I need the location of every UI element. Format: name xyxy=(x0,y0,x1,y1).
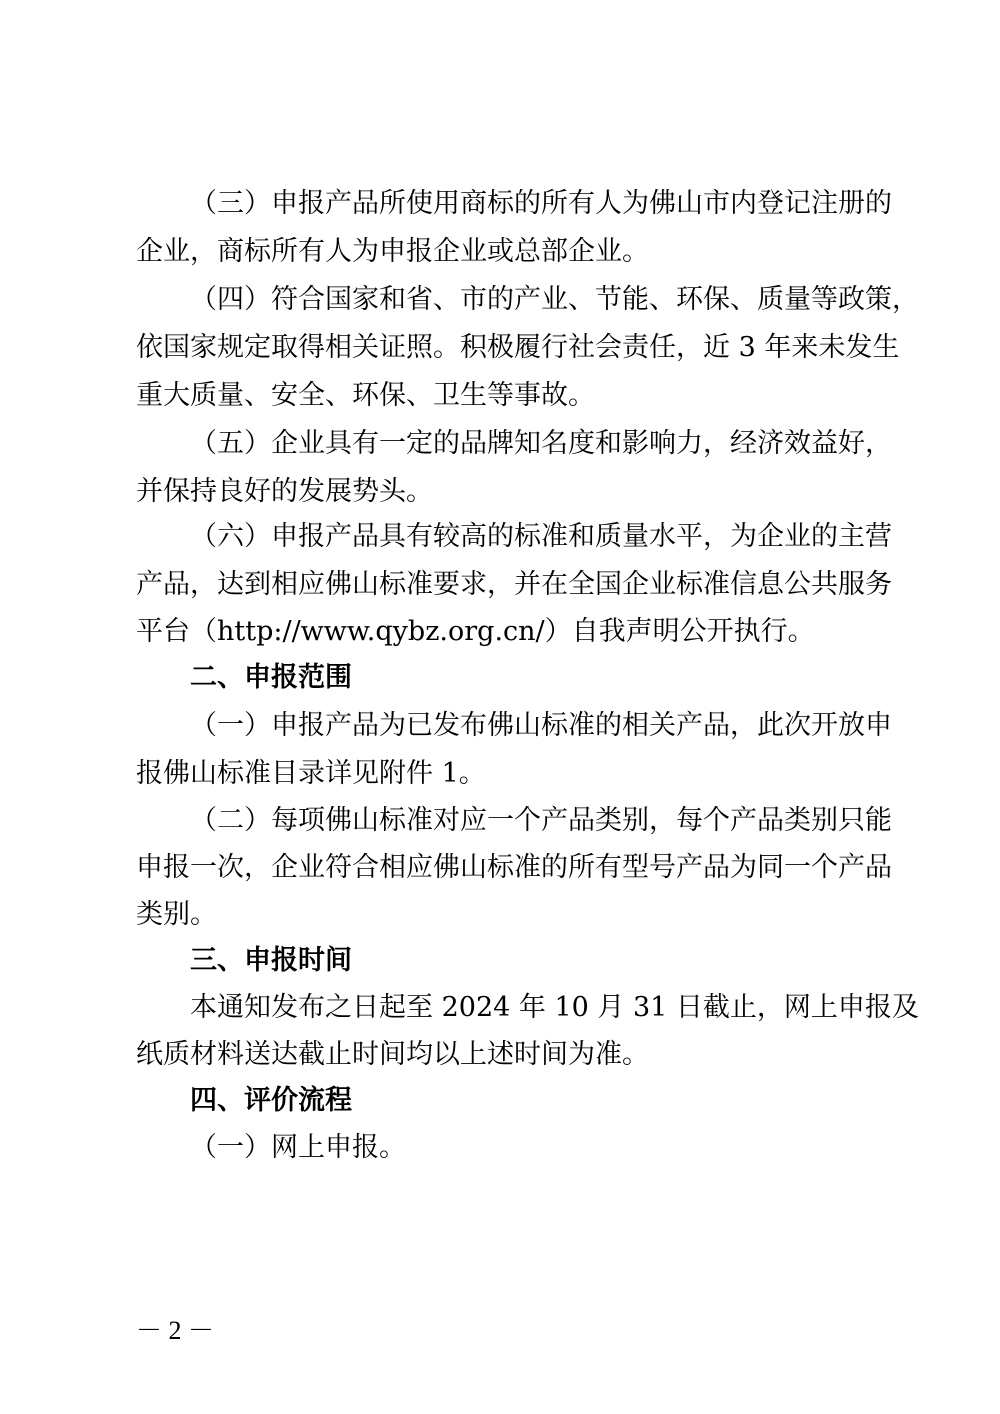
section-heading: 四、评价流程 xyxy=(190,1085,352,1116)
page-number: － 2 － xyxy=(136,1316,215,1345)
paragraph-line: 依国家规定取得相关证照。积极履行社会责任，近 3 年来未发生 xyxy=(136,332,900,363)
paragraph-line: 报佛山标准目录详见附件 1。 xyxy=(136,758,486,789)
paragraph-line: 申报一次，企业符合相应佛山标准的所有型号产品为同一个产品 xyxy=(136,852,892,883)
paragraph-line: （二）每项佛山标准对应一个产品类别，每个产品类别只能 xyxy=(190,805,892,836)
paragraph-line: （四）符合国家和省、市的产业、节能、环保、质量等政策， xyxy=(190,284,919,315)
paragraph-line: 类别。 xyxy=(136,899,217,930)
paragraph-line: （三）申报产品所使用商标的所有人为佛山市内登记注册的 xyxy=(190,188,892,219)
paragraph-line: 平台（http://www.qybz.org.cn/）自我声明公开执行。 xyxy=(136,616,815,647)
paragraph-line: 纸质材料送达截止时间均以上述时间为准。 xyxy=(136,1039,649,1070)
paragraph-line: （五）企业具有一定的品牌知名度和影响力，经济效益好， xyxy=(190,428,892,459)
paragraph-line: 本通知发布之日起至 2024 年 10 月 31 日截止，网上申报及 xyxy=(190,992,919,1023)
paragraph-line: 企业，商标所有人为申报企业或总部企业。 xyxy=(136,236,649,267)
section-heading: 二、申报范围 xyxy=(190,662,352,693)
paragraph-line: 重大质量、安全、环保、卫生等事故。 xyxy=(136,380,595,411)
paragraph-line: 并保持良好的发展势头。 xyxy=(136,476,433,507)
paragraph-line: （一）申报产品为已发布佛山标准的相关产品，此次开放申 xyxy=(190,710,892,741)
section-heading: 三、申报时间 xyxy=(190,945,352,976)
paragraph-line: （六）申报产品具有较高的标准和质量水平，为企业的主营 xyxy=(190,521,892,552)
paragraph-line: （一）网上申报。 xyxy=(190,1132,406,1163)
paragraph-line: 产品，达到相应佛山标准要求，并在全国企业标准信息公共服务 xyxy=(136,569,892,600)
